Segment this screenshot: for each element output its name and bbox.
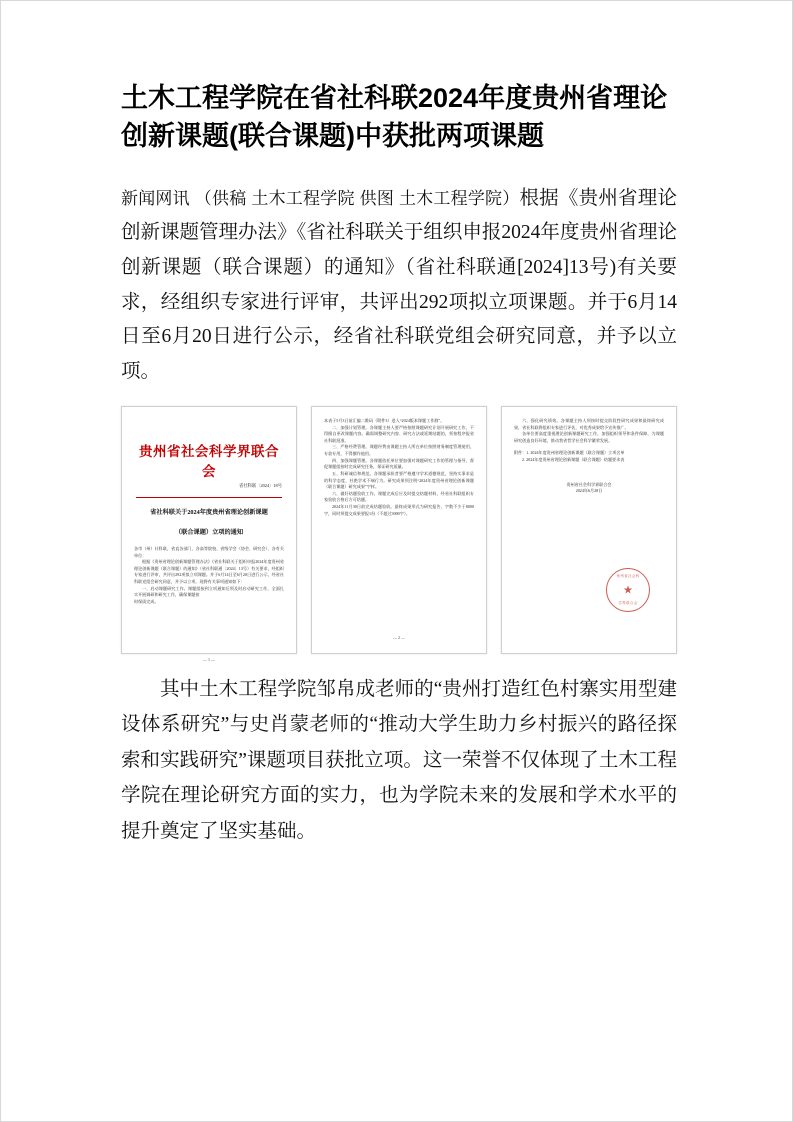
document-content xyxy=(121,79,677,849)
notice-paragraph: 根据《贵州省理论创新课题管理办法》《省社科联关于组织申报2024年度贵州省理论创新课题（联合课题）的通知》（省社科联通〔2024〕13号）有关要求，经组织专家进行评审，共评出292项拟立项课题。并于6月14日至6月20日进行公示，经省社科联党组会研究同意，并予以立项。现将有关事项通知如下： xyxy=(134,559,284,585)
letterhead-rule xyxy=(136,497,282,498)
official-seal-icon xyxy=(606,568,650,612)
page-number: — 1 — xyxy=(203,656,215,662)
notice-paragraph: 一、启动课题研究工作。课题组接到立项通知后须及时启动研究工作，全面扎实开展调研和研究工作，确保课题按 xyxy=(134,585,284,598)
notice-paragraph: 本表于5月3日前汇编二维码（附件3）进入“2024版本课题工作群”。 xyxy=(324,417,445,423)
document-number: 省社科联〔2024〕18号 xyxy=(239,482,282,488)
lead-body: 根据《贵州省理论创新课题管理办法》《省社科联关于组织申报2024年度贵州省理论创新课题（联合课题）的通知》（省社科联通[2024]13号)有关要求，经组织专家进行评审，共评出292项拟立项课题。并于6月14日至6月20日进行公示，经省社科联党组会研究同意，并予以立项。 xyxy=(121,187,677,383)
notice-paragraph: 各单位要高度重视理论创新课题研究工作，加强组织领导和条件保障，为课题研究创造良好环境，推动我省哲学社会科学繁荣发展。 xyxy=(514,431,664,443)
page-number: — 2 — xyxy=(393,634,405,640)
notice-title-line-2: （联合课题）立项的通知 xyxy=(174,529,244,537)
notice-paragraph: 各市（州）社科联，省直各部门、各高等院校、省级学会（协会、研究会）、各有关单位： xyxy=(134,545,284,558)
notice-paragraph: 六、强化研究绩效。各课题主持人须按时提交阶段性研究成果和最终研究成果，省社科联将组织专家进行评估，对优秀成果给予宣传推广。 xyxy=(514,417,664,430)
figure-notice-page-2 xyxy=(311,406,487,654)
lead-paragraph xyxy=(121,182,677,390)
attachment-item: 2. 2024年度贵州省理论创新课题（联合课题）结题要求表 xyxy=(522,457,625,462)
attachment-item: 附件：1. 2024年度贵州省理论创新课题（联合课题）立项名单 xyxy=(514,450,625,456)
seal-caption: 贵州省社会科学界联合会 xyxy=(566,481,612,487)
letterhead-title: 贵州省社会科学界联合会 xyxy=(139,443,279,479)
seal-bottom-text: 学界联合会 xyxy=(618,600,638,605)
notice-paragraph: 六、做好结题验收工作。课题完成后应及时提交结题材料，经省社科联组织专家验收合格后方可结题。 xyxy=(324,490,474,503)
figure-notice-page-3 xyxy=(501,406,677,654)
figure-notice-page-1 xyxy=(121,406,297,662)
notice-paragraph: 五、科研诚信和规范。各课题承担者要严格遵守学术道德规范，坚持实事求是的科学态度，杜绝学术不端行为。研究成果须注明“2024年度贵州省理论创新课题（联合课题）研究成果”字样。 xyxy=(324,470,474,490)
issue-date: 2024年6月28日 xyxy=(575,488,603,494)
seal-top-text: 贵州省社会科 xyxy=(616,573,640,578)
article-source: 新闻网讯 （供稿 土木工程学院 供图 土木工程学院） xyxy=(121,188,520,208)
notice-paragraph: 三、严格经费管理。课题经费由课题主持人所在单位按照财务制度管理使用，专款专用，不得挪作他用。 xyxy=(324,444,474,456)
notice-paragraph: 四、加强课题管理。各课题依托单位要加强对课题研究工作的管理与指导，督促课题组按时完成研究任务，保证研究质量。 xyxy=(324,457,474,470)
notice-paragraph: 2024年11月30日前完成结题验收。最终成果形式为研究报告，字数不少于8000字，同时须提交成果要报1份（不超过3000字）。 xyxy=(324,504,474,516)
figure-row xyxy=(121,406,677,662)
closing-paragraph: 其中土木工程学院邹帛成老师的“贵州打造红色村寨实用型建设体系研究”与史肖蒙老师的“推动大学生助力乡村振兴的路径探索和实践研究”课题项目获批立项。这一荣誉不仅体现了土木工程学院在理论研究方面的实力，也为学院未来的发展和学术水平的提升奠定了坚实基础。 xyxy=(121,678,677,842)
notice-title-line-1: 省社科联关于2024年度贵州省理论创新课题 xyxy=(150,508,268,516)
page-title: 土木工程学院在省社科联2024年度贵州省理论创新课题(联合课题)中获批两项课题 xyxy=(121,83,668,152)
notice-paragraph: 二、加强计划管理。各课题主持人要严格按照课题研究计划开展研究工作，不得擅自更改课题内容。确需调整研究内容、研究方法或延期结题的，须按程序报省社科联批准。 xyxy=(324,424,474,443)
notice-paragraph: 时保质完成。 xyxy=(134,598,159,604)
